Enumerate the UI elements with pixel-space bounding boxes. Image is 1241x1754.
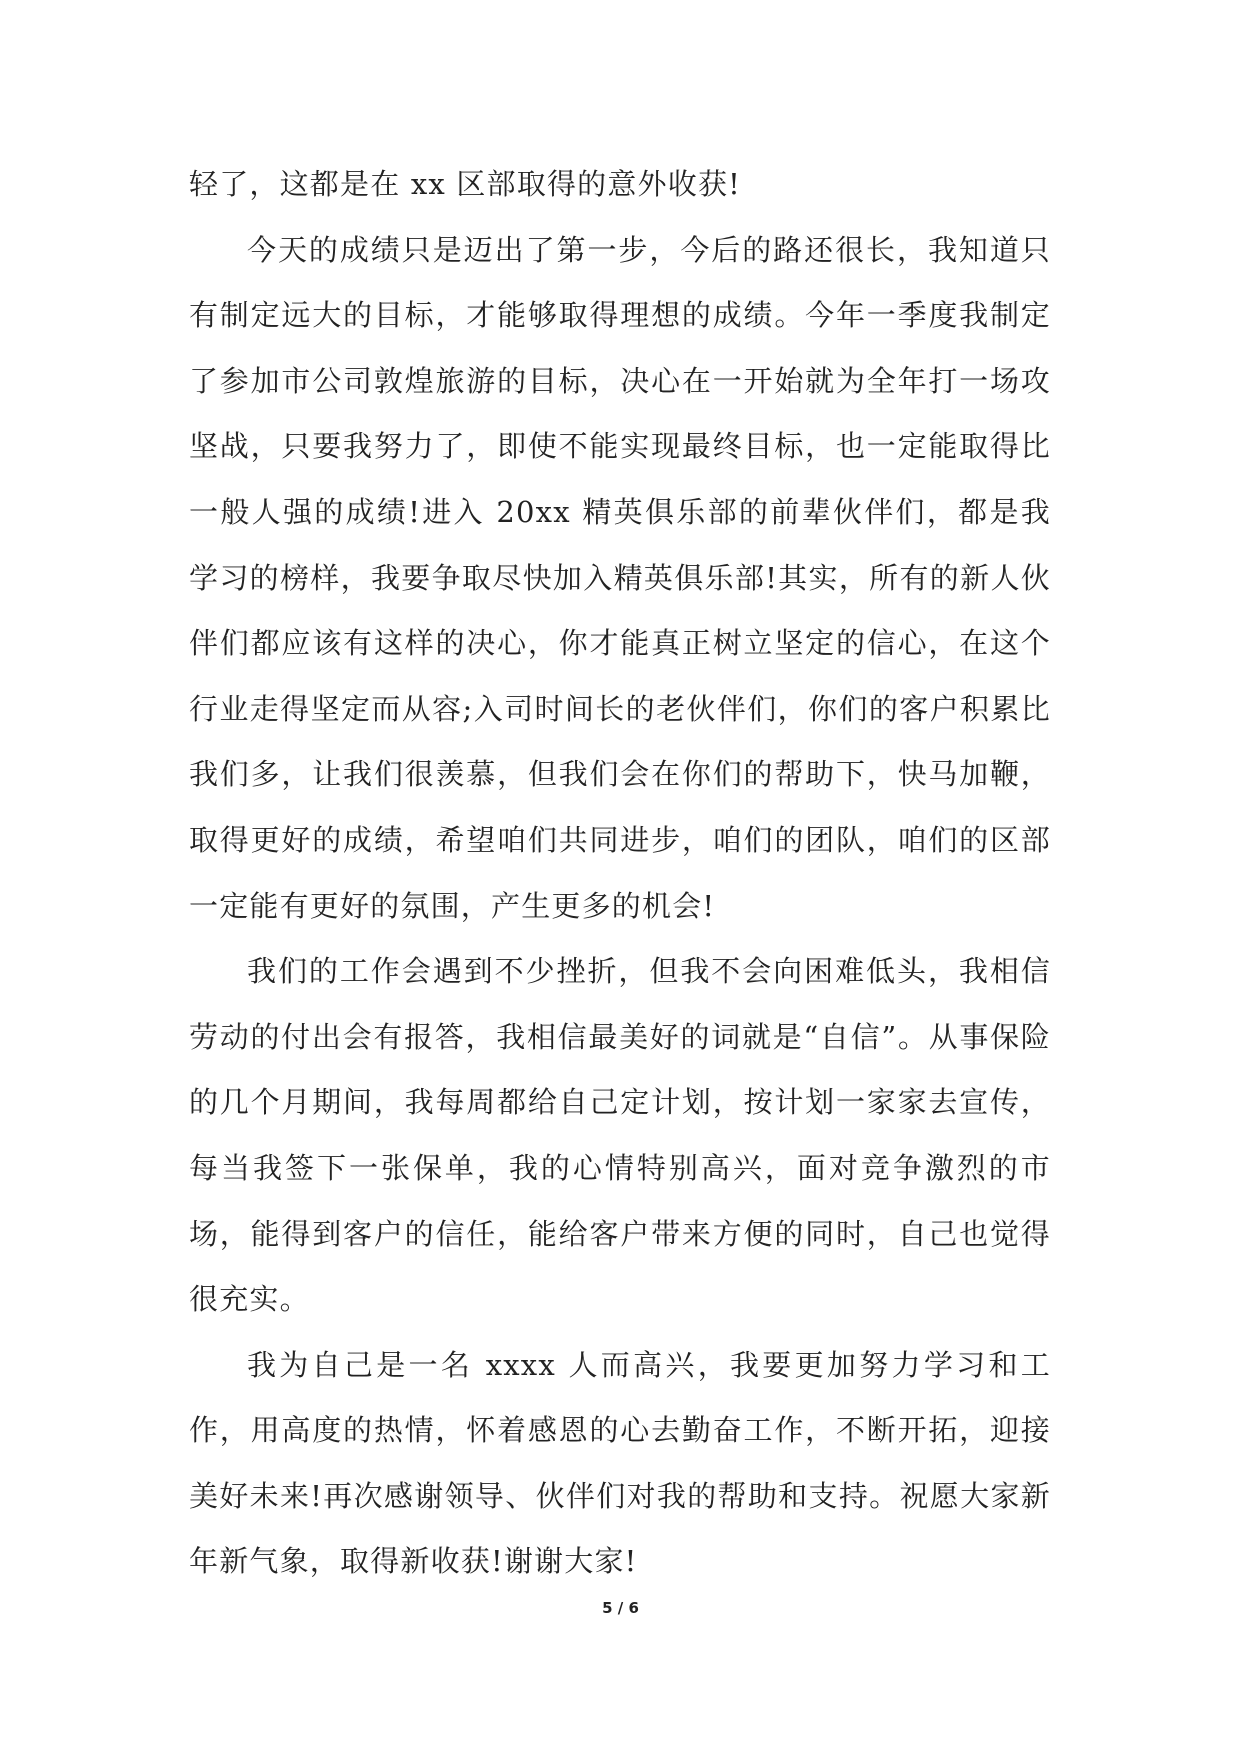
page-number: 5 / 6 <box>602 1599 639 1617</box>
paragraph-continuation: 轻了，这都是在 xx 区部取得的意外收获! <box>189 167 742 201</box>
paragraph-confidence: 我们的工作会遇到不少挫折，但我不会向困难低头，我相信劳动的付出会有报答，我相信最美好的词就是“自信”。从事保险的几个月期间，我每周都给自己定计划，按计划一家家去宣传，每当我签下一张保单，我的心情特别高兴，面对竞争激烈的市场，能得到客户的信任，能给客户带来方便的同时，自己也觉得很充实。 <box>189 954 1051 1317</box>
document-body <box>189 152 1051 1595</box>
paragraph-closing: 我为自己是一名 xxxx 人而高兴，我要更加努力学习和工作，用高度的热情，怀着感恩的心去勤奋工作，不断开拓，迎接美好未来!再次感谢领导、伙伴们对我的帮助和支持。祝愿大家新年新气象，取得新收获!谢谢大家! <box>189 1347 1051 1579</box>
paragraph-first-step: 今天的成绩只是迈出了第一步，今后的路还很长，我知道只有制定远大的目标，才能够取得理想的成绩。今年一季度我制定了参加市公司敦煌旅游的目标，决心在一开始就为全年打一场攻坚战，只要我努力了，即使不能实现最终目标，也一定能取得比一般人强的成绩!进入 20xx 精英俱乐部的前辈伙伴们，都是我学习的榜样，我要争取尽快加入精英俱乐部!其实，所有的新人伙伴们都应该有这样的决心，你才能真正树立坚定的信心，在这个行业走得坚定而从容;入司时间长的老伙伴们，你们的客户积累比我们多，让我们很羡慕，但我们会在你们的帮助下，快马加鞭，取得更好的成绩，希望咱们共同进步，咱们的团队，咱们的区部一定能有更好的氛围，产生更多的机会! <box>189 232 1051 923</box>
